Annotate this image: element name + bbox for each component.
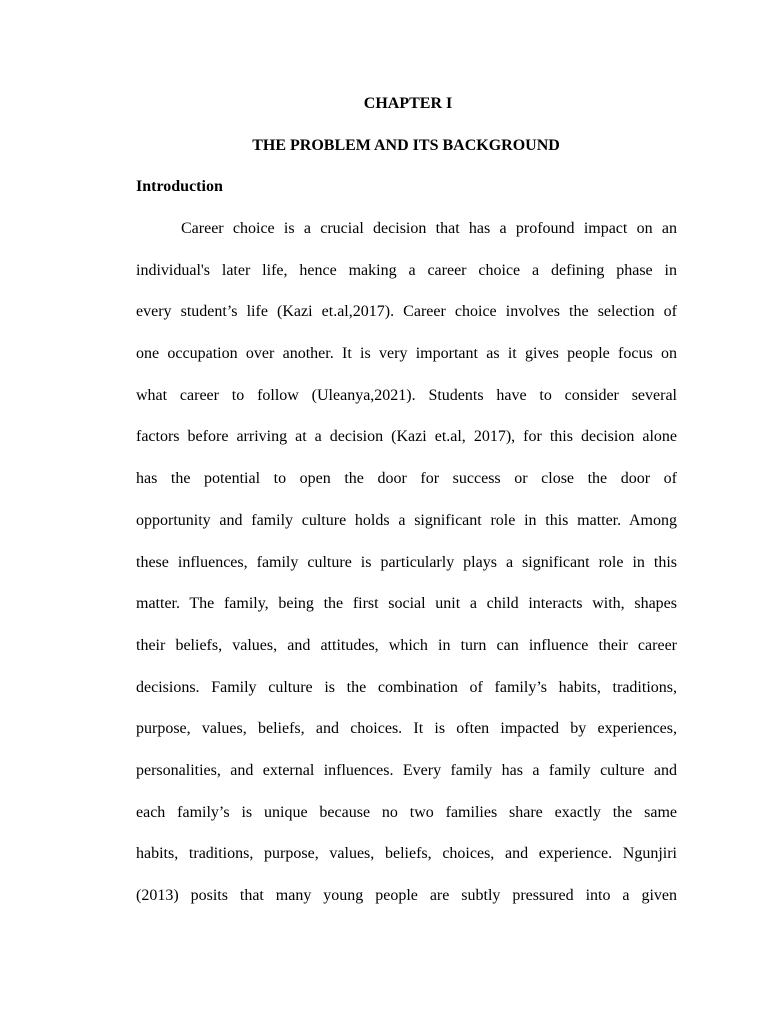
paragraph-line: factors before arriving at a decision (Kazi et.al, 2017), for this decision alone: [136, 428, 677, 446]
paragraph-line: individual's later life, hence making a career choice a defining phase in: [136, 261, 677, 279]
paragraph-line: one occupation over another. It is very important as it gives people focus on: [136, 345, 677, 363]
paragraph-line: their beliefs, values, and attitudes, which in turn can influence their career: [136, 636, 677, 654]
paragraph-line: personalities, and external influences. Every family has a family culture and: [136, 761, 677, 779]
chapter-heading: CHAPTER I: [363, 95, 453, 112]
paragraph-line: matter. The family, being the first social unit a child interacts with, shapes: [136, 595, 677, 613]
chapter-title: THE PROBLEM AND ITS BACKGROUND: [252, 137, 560, 154]
paragraph-line: what career to follow (Uleanya,2021). Students have to consider several: [136, 386, 677, 404]
paragraph-line: each family’s is unique because no two families share exactly the same: [136, 803, 677, 821]
paragraph-line: (2013) posits that many young people are subtly pressured into a given: [136, 887, 677, 904]
paragraph-line: has the potential to open the door for success or close the door of: [136, 470, 677, 488]
paragraph-line: habits, traditions, purpose, values, beliefs, choices, and experience. Ngunjiri: [136, 845, 677, 863]
section-heading: Introduction: [136, 178, 223, 195]
paragraph-line: decisions. Family culture is the combination of family’s habits, traditions,: [136, 678, 677, 696]
paragraph-line: Career choice is a crucial decision that has a profound impact on an: [181, 220, 677, 237]
paragraph-line: opportunity and family culture holds a significant role in this matter. Among: [136, 511, 677, 529]
paragraph-line: these influences, family culture is particularly plays a significant role in this: [136, 553, 677, 571]
paragraph-line: every student’s life (Kazi et.al,2017). Career choice involves the selection of: [136, 303, 677, 321]
body-paragraph: [136, 206, 677, 915]
paragraph-line: purpose, values, beliefs, and choices. It is often impacted by experiences,: [136, 720, 677, 738]
